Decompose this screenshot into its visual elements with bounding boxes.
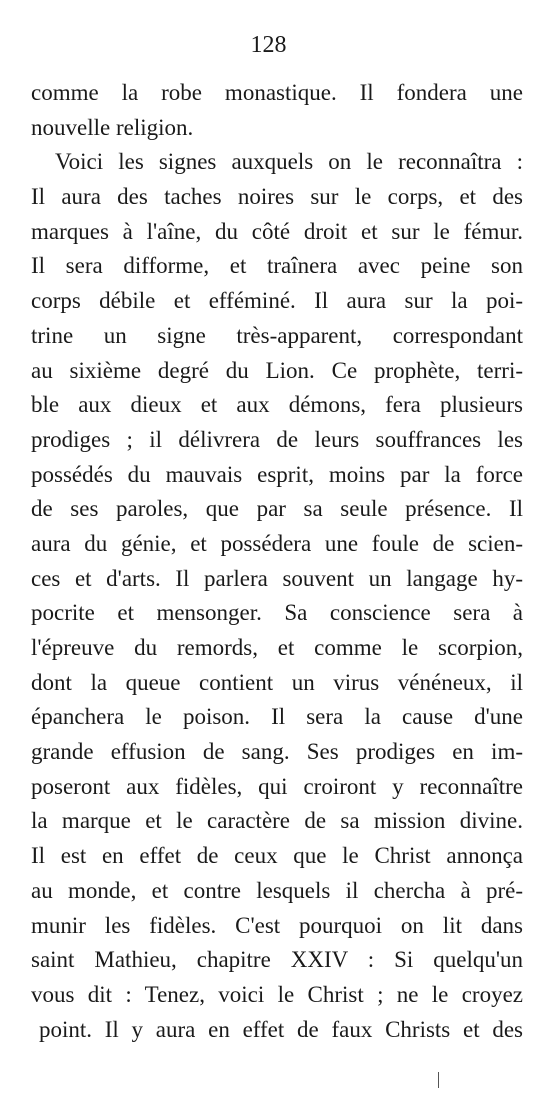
- text-line: prodiges ; il délivrera de leurs souffrances les: [31, 426, 523, 452]
- text-line: pocrite et mensonger. Sa conscience sera à: [31, 600, 523, 626]
- text-line: Il aura des taches noires sur le corps, et des: [31, 184, 523, 210]
- text-line: Il sera difforme, et traînera avec peine son: [31, 253, 523, 279]
- text-line: au monde, et contre lesquels il chercha à pré-: [31, 877, 523, 903]
- printer-mark: [438, 1072, 439, 1088]
- body-text: [31, 76, 523, 1047]
- text-line: possédés du mauvais esprit, moins par la force: [31, 461, 523, 487]
- text-line: point. Il y aura en effet de faux Christs et des: [39, 1016, 523, 1042]
- text-line: aura du génie, et possédera une foule de scien-: [31, 530, 523, 556]
- text-line: épanchera le poison. Il sera la cause d'une: [31, 704, 523, 730]
- text-line: munir les fidèles. C'est pourquoi on lit dans: [31, 912, 523, 938]
- text-line: saint Mathieu, chapitre XXIV : Si quelqu'un: [31, 947, 523, 973]
- text-line: nouvelle religion.: [31, 114, 194, 140]
- text-line: trine un signe très-apparent, correspondant: [31, 322, 523, 348]
- text-line: vous dit : Tenez, voici le Christ ; ne le croyez: [31, 981, 523, 1007]
- text-line: marques à l'aîne, du côté droit et sur le fémur.: [31, 218, 523, 244]
- text-line: de ses paroles, que par sa seule présence. Il: [31, 496, 523, 522]
- text-line: corps débile et efféminé. Il aura sur la poi-: [31, 288, 523, 314]
- text-line: ble aux dieux et aux démons, fera plusieurs: [31, 392, 523, 418]
- page-number: 128: [250, 32, 287, 58]
- text-line: ces et d'arts. Il parlera souvent un langage hy-: [31, 565, 523, 591]
- text-line: dont la queue contient un virus vénéneux, il: [31, 669, 523, 695]
- text-line: comme la robe monastique. Il fondera une: [31, 80, 523, 105]
- text-line: poseront aux fidèles, qui croiront y reconnaître: [31, 773, 523, 799]
- text-line: au sixième degré du Lion. Ce prophète, terri-: [31, 357, 523, 383]
- text-line: l'épreuve du remords, et comme le scorpion,: [31, 635, 523, 660]
- text-line: la marque et le caractère de sa mission divine.: [31, 808, 523, 834]
- text-line: Voici les signes auxquels on le reconnaîtra :: [55, 149, 523, 175]
- text-line: grande effusion de sang. Ses prodiges en im-: [31, 739, 523, 765]
- text-line: Il est en effet de ceux que le Christ annonça: [31, 843, 523, 869]
